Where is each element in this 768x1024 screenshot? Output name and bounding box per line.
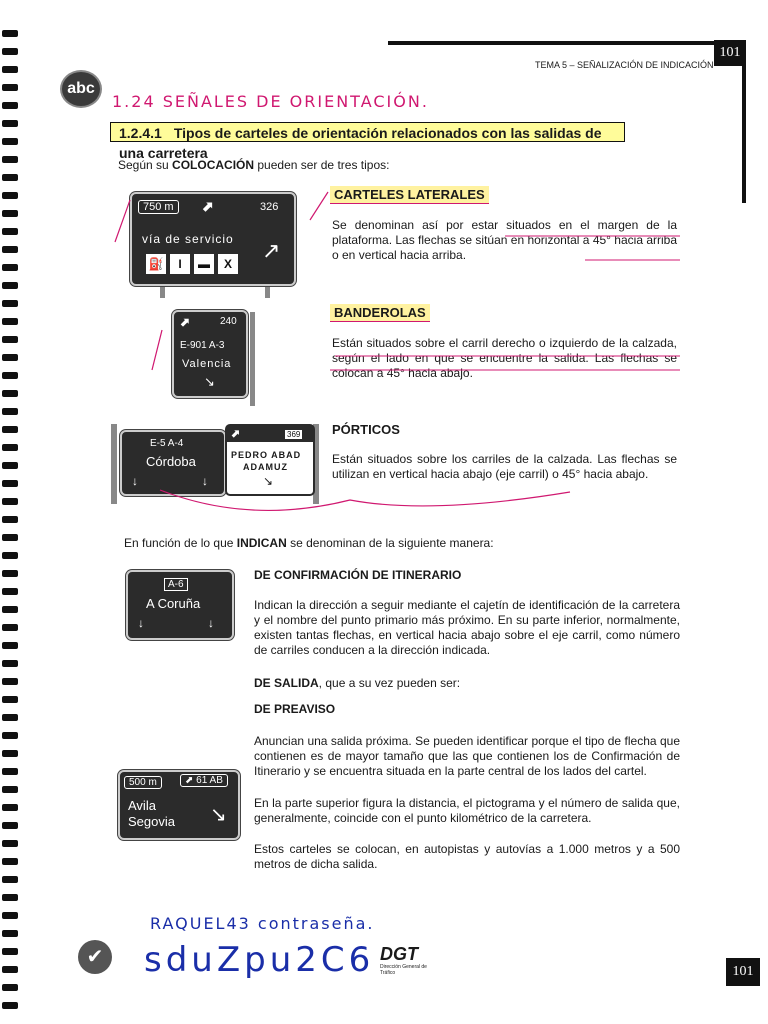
section-title: [110, 122, 625, 161]
banderola-roads: E-901 A-3: [180, 340, 225, 351]
banderola-city: Valencia: [182, 358, 232, 370]
page-number-bottom: 101: [726, 958, 760, 986]
spiral-ring: [2, 930, 18, 937]
intro-indican-post: se denominan de la siguiente manera:: [286, 536, 494, 550]
page-number-top: 101: [714, 40, 746, 66]
spiral-ring: [2, 174, 18, 181]
intro-colocacion-post: pueden ser de tres tipos:: [254, 158, 390, 172]
spiral-ring: [2, 588, 18, 595]
spiral-ring: [2, 480, 18, 487]
restaurant-icon: X: [218, 254, 238, 274]
confirm-road: A-6: [164, 578, 188, 591]
spiral-ring: [2, 768, 18, 775]
handwritten-annotations: [100, 180, 680, 530]
spiral-ring: [2, 822, 18, 829]
laterales-title: CARTELES LATERALES: [330, 186, 489, 204]
spiral-ring: [2, 966, 18, 973]
spiral-ring: [2, 516, 18, 523]
spiral-ring: [2, 192, 18, 199]
header-vertical-rule: [742, 45, 746, 203]
portico-right-city2: ADAMUZ: [243, 462, 288, 472]
spiral-ring: [2, 84, 18, 91]
tema-heading: TEMA 5 – SEÑALIZACIÓN DE INDICACIÓN: [535, 60, 714, 70]
arrow-down-right-icon: ↘: [210, 804, 227, 826]
confirmacion-title: DE CONFIRMACIÓN DE ITINERARIO: [254, 568, 462, 582]
portico-right-number: 369: [287, 430, 301, 439]
banderolas-title: BANDEROLAS: [330, 304, 430, 322]
dgt-logo: DGT: [380, 944, 418, 964]
spiral-ring: [2, 30, 18, 37]
portico-left-city: Córdoba: [146, 454, 196, 469]
spiral-ring: [2, 372, 18, 379]
spiral-ring: [2, 354, 18, 361]
spiral-ring: [2, 804, 18, 811]
spiral-ring: [2, 750, 18, 757]
spiral-ring: [2, 714, 18, 721]
preaviso-distance-wrap: [124, 776, 162, 789]
header-rule: [388, 41, 714, 45]
spiral-ring: [2, 876, 18, 883]
laterales-text: Se denominan así por estar situados en el margen de la plataforma. Las flechas se sitúan en horizontal a 45° hacia arriba o en vertical hacia arriba.: [332, 218, 677, 262]
bed-icon: ▬: [194, 254, 214, 274]
spiral-ring: [2, 66, 18, 73]
banderola-number: 240: [220, 316, 237, 327]
abc-logo: abc: [60, 70, 102, 108]
intro-colocacion: [118, 158, 389, 173]
intro-indican-bold: INDICAN: [236, 536, 287, 550]
exit-pictogram-icon: ⬈: [185, 775, 197, 786]
preaviso-title: DE PREAVISO: [254, 702, 336, 716]
spiral-ring: [2, 624, 18, 631]
handwritten-password: sduZpu2C6: [144, 940, 375, 980]
salida-bold: DE SALIDA: [254, 676, 319, 690]
confirmacion-text: Indican la dirección a seguir mediante el cajetín de identificación de la carretera y el nombre del punto primario más próximo. En su parte inferior, normalmente, existen tantas flechas, en vertical hacia abajo sobre el eje carril, como número de carriles conducen a la dirección indicada.: [254, 598, 680, 657]
arrow-down-icon: ↓: [208, 616, 214, 630]
porticos-title: PÓRTICOS: [332, 422, 400, 437]
spiral-ring: [2, 282, 18, 289]
spiral-ring: [2, 948, 18, 955]
spiral-ring: [2, 48, 18, 55]
arrow-down-icon: ↓: [202, 474, 208, 488]
arrow-up-right-icon: ↗: [262, 238, 281, 263]
spiral-ring: [2, 246, 18, 253]
portico-right-city1: PEDRO ABAD: [231, 450, 302, 460]
confirmacion-sign: [126, 570, 234, 640]
spiral-ring: [2, 336, 18, 343]
spiral-ring: [2, 534, 18, 541]
spiral-ring: [2, 444, 18, 451]
spiral-ring: [2, 264, 18, 271]
spiral-ring: [2, 696, 18, 703]
handwritten-title: 1.24 SEÑALES DE ORIENTACIÓN.: [112, 92, 429, 111]
dgt-logo-sub: Dirección General de Tráfico: [380, 964, 427, 976]
intro-colocacion-pre: Según su: [118, 158, 173, 172]
preaviso-p1: Anuncian una salida próxima. Se pueden identificar porque el tipo de flecha que contienen es de mayor tamaño que las que contienen los de Confirmación de Itinerario y se encuentra situada en la parte central de los lados del cartel.: [254, 734, 680, 778]
portico-left-roads: E-5 A-4: [150, 438, 184, 449]
spiral-ring: [2, 156, 18, 163]
spiral-ring: [2, 732, 18, 739]
salida-post: , que a su vez pueden ser:: [318, 676, 461, 690]
spiral-ring: [2, 606, 18, 613]
arrow-down-icon: ↓: [138, 616, 144, 630]
spiral-ring: [2, 102, 18, 109]
spiral-ring: [2, 642, 18, 649]
spiral-ring: [2, 552, 18, 559]
spiral-ring: [2, 300, 18, 307]
preaviso-city1: Avila: [128, 798, 156, 813]
spiral-ring: [2, 228, 18, 235]
preaviso-sign: [118, 770, 240, 840]
arrow-down-right-icon: ↘: [204, 374, 215, 389]
preaviso-exit: 61 AB: [196, 775, 223, 786]
confirm-city: A Coruña: [146, 596, 201, 611]
intro-colocacion-bold: COLOCACIÓN: [172, 158, 255, 172]
spiral-ring: [2, 570, 18, 577]
salida-line: [254, 676, 460, 691]
preaviso-distance: 500 m: [124, 776, 162, 789]
fuel-icon: ⛽: [146, 254, 166, 274]
arrow-down-right-icon: ↘: [263, 474, 274, 488]
preaviso-p3: Estos carteles se colocan, en autopistas y autovías a 1.000 metros y a 500 metros de dicha salida.: [254, 842, 680, 871]
spiral-ring: [2, 498, 18, 505]
checkmark-icon: ✔: [78, 940, 112, 974]
spiral-ring: [2, 786, 18, 793]
spiral-ring: [2, 912, 18, 919]
spiral-ring: [2, 840, 18, 847]
spiral-ring: [2, 660, 18, 667]
spiral-ring: [2, 984, 18, 991]
exit-pictogram-icon: ⬈: [231, 428, 241, 440]
spiral-ring: [2, 894, 18, 901]
spiral-ring: [2, 120, 18, 127]
spiral-ring: [2, 858, 18, 865]
preaviso-city2: Segovia: [128, 814, 175, 829]
section-title-text: Tipos de carteles de orientación relacionados con las salidas de una carretera: [119, 125, 602, 161]
section-number: 1.2.4.1: [119, 125, 162, 141]
spiral-ring: [2, 1002, 18, 1009]
spiral-ring: [2, 318, 18, 325]
preaviso-p2: En la parte superior figura la distancia, el pictograma y el número de salida que, generalmente, coincide con el punto kilométrico de la carretera.: [254, 796, 680, 825]
intro-indican-pre: En función de lo que: [124, 536, 237, 550]
lateral-distance: 750 m: [138, 200, 179, 214]
spiral-ring: [2, 210, 18, 217]
spiral-ring: [2, 390, 18, 397]
arrow-down-icon: ↓: [132, 474, 138, 488]
spiral-ring: [2, 408, 18, 415]
banderolas-text: Están situados sobre el carril derecho o izquierdo de la calzada, según el lado en que se encuentre la salida. Las flechas se colocan a 45° hacia abajo.: [332, 336, 677, 380]
exit-pictogram-icon: ⬈: [180, 315, 191, 329]
spiral-ring: [2, 678, 18, 685]
spiral-binding: [0, 0, 22, 1024]
preaviso-exit-wrap: [180, 774, 228, 787]
handwritten-password-label: RAQUEL43 contraseña.: [150, 914, 375, 933]
lateral-text: vía de servicio: [142, 232, 234, 246]
exit-pictogram-icon: ⬈: [202, 198, 214, 214]
porticos-text: Están situados sobre los carriles de la calzada. Las flechas se utilizan en vertical hacia abajo (eje carril) o 45° hacia abajo.: [332, 452, 677, 481]
lateral-number: 326: [260, 201, 279, 213]
spiral-ring: [2, 138, 18, 145]
info-icon: I: [170, 254, 190, 274]
intro-indican: [124, 536, 494, 551]
spiral-ring: [2, 462, 18, 469]
spiral-ring: [2, 426, 18, 433]
